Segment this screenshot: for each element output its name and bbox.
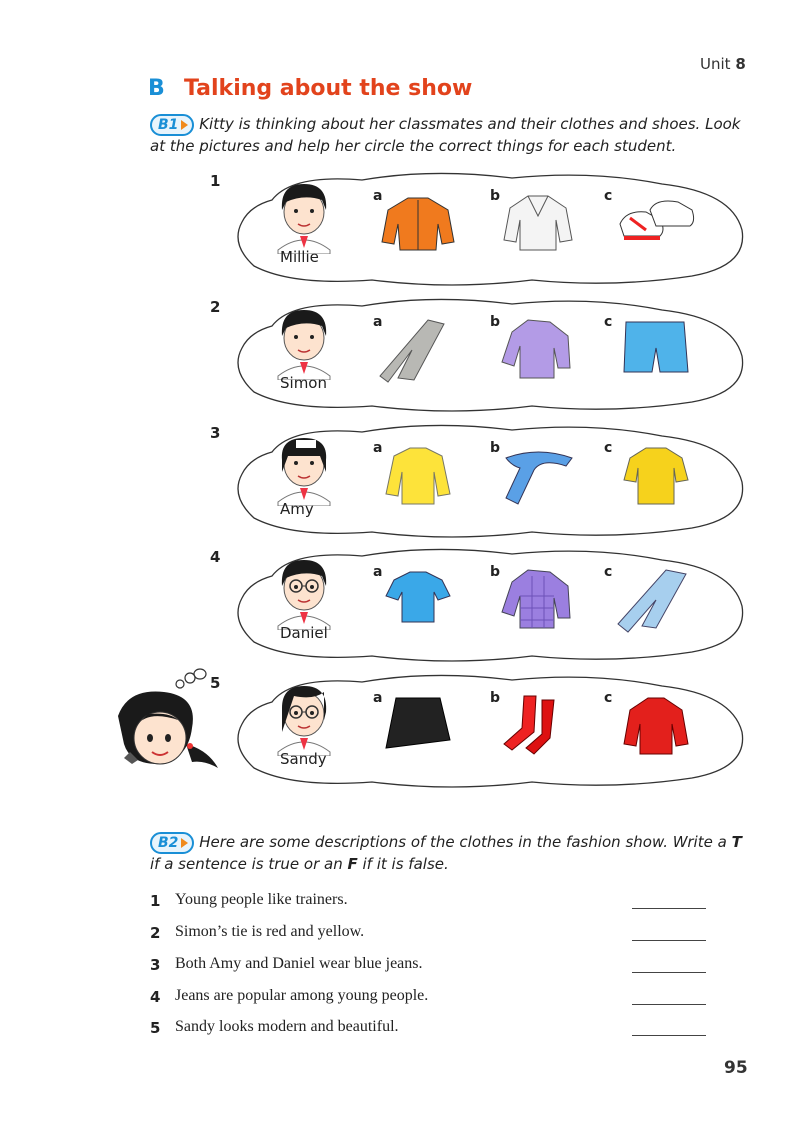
- answer-blank[interactable]: [632, 1004, 706, 1005]
- student-name: Sandy: [280, 750, 327, 768]
- option-letter: c: [604, 314, 613, 330]
- student-avatar-icon: [274, 306, 334, 380]
- blue-t-shirt-icon[interactable]: [378, 566, 458, 634]
- kitty-thinking-icon: [108, 664, 228, 780]
- student-avatar-icon: [274, 432, 334, 506]
- student-avatar-icon: [274, 682, 334, 756]
- student-name: Millie: [280, 248, 319, 266]
- option-letter: a: [373, 188, 383, 204]
- option-letter: a: [373, 440, 383, 456]
- light-blue-jeans-icon[interactable]: [616, 566, 696, 634]
- student-name: Daniel: [280, 624, 328, 642]
- option-letter: c: [604, 440, 613, 456]
- blue-shorts-icon[interactable]: [616, 316, 696, 384]
- yellow-blouse-icon[interactable]: [616, 442, 696, 510]
- b2-instruction-line1: Here are some descriptions of the clothes in the fashion show. Write a: [199, 833, 727, 851]
- option-letter: a: [373, 690, 383, 706]
- b2-instruction-line2-pre: if a sentence is true or an: [150, 855, 343, 873]
- answer-blank[interactable]: [632, 940, 706, 941]
- answer-blank[interactable]: [632, 908, 706, 909]
- orange-jacket-icon[interactable]: [378, 190, 458, 258]
- option-letter: a: [373, 314, 383, 330]
- option-letter: a: [373, 564, 383, 580]
- student-number: 4: [210, 548, 221, 566]
- b2-badge: B2: [150, 832, 194, 854]
- unit-label: [700, 55, 746, 73]
- b1-badge: B1: [150, 114, 194, 136]
- student-name: Amy: [280, 500, 314, 518]
- b2-instruction: [150, 832, 750, 875]
- statement-text: Simon’s tie is red and yellow.: [175, 923, 365, 940]
- student-avatar-icon: [274, 180, 334, 254]
- statement-text: Young people like trainers.: [175, 891, 348, 908]
- student-number: 5: [210, 674, 221, 692]
- option-letter: b: [490, 188, 501, 204]
- b1-instruction: [150, 114, 750, 157]
- student-name: Simon: [280, 374, 327, 392]
- option-letter: b: [490, 690, 501, 706]
- unit-number: 8: [735, 55, 746, 73]
- statement-text: Both Amy and Daniel wear blue jeans.: [175, 955, 423, 972]
- option-letter: c: [604, 188, 613, 204]
- red-boots-icon[interactable]: [498, 692, 578, 760]
- black-skirt-icon[interactable]: [378, 692, 458, 760]
- option-letter: c: [604, 690, 613, 706]
- student-avatar-icon: [274, 556, 334, 630]
- statement-number: 3: [150, 956, 161, 974]
- statement-number: 1: [150, 892, 161, 910]
- option-letter: c: [604, 564, 613, 580]
- unit-label-text: Unit: [700, 55, 731, 73]
- b1-instruction-line1: Kitty is thinking about her classmates and their clothes and shoes. Look: [199, 115, 741, 133]
- student-number: 1: [210, 172, 221, 190]
- b2-instruction-t: T: [731, 833, 742, 851]
- statement-text: Sandy looks modern and beautiful.: [175, 1018, 399, 1035]
- grey-trousers-icon[interactable]: [378, 316, 458, 384]
- statement-number: 4: [150, 988, 161, 1006]
- option-letter: b: [490, 440, 501, 456]
- white-blouse-icon[interactable]: [498, 190, 578, 258]
- b2-instruction-line2-post: if it is false.: [362, 855, 449, 873]
- answer-blank[interactable]: [632, 972, 706, 973]
- b2-instruction-f: F: [347, 855, 358, 873]
- section-title: Talking about the show: [184, 76, 473, 101]
- purple-checked-shirt-icon[interactable]: [498, 566, 578, 634]
- purple-shirt-icon[interactable]: [498, 316, 578, 384]
- section-letter: B: [148, 76, 165, 101]
- answer-blank[interactable]: [632, 1035, 706, 1036]
- yellow-sweater-icon[interactable]: [378, 442, 458, 510]
- student-number: 2: [210, 298, 221, 316]
- b1-instruction-line2: at the pictures and help her circle the correct things for each student.: [150, 137, 677, 155]
- blue-scarf-icon[interactable]: [498, 442, 578, 510]
- option-letter: b: [490, 314, 501, 330]
- red-blouse-icon[interactable]: [616, 692, 696, 760]
- statement-text: Jeans are popular among young people.: [175, 987, 429, 1004]
- red-white-trainers-icon[interactable]: [616, 190, 696, 258]
- student-number: 3: [210, 424, 221, 442]
- statement-number: 2: [150, 924, 161, 942]
- option-letter: b: [490, 564, 501, 580]
- statement-number: 5: [150, 1019, 161, 1037]
- page-number: 95: [724, 1058, 748, 1078]
